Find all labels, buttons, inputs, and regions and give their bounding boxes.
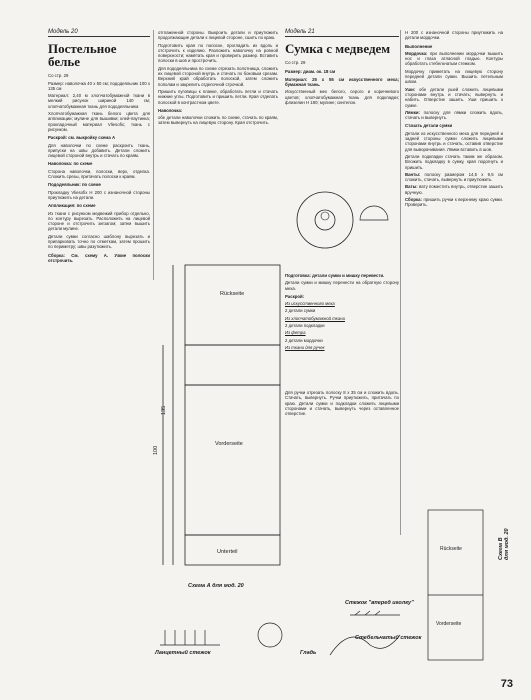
model21-title: Сумка с медведем	[285, 41, 391, 57]
stitch-caption-stem: Стебельчатый стежок	[355, 635, 422, 641]
model21-text-9: Из фетра	[285, 330, 306, 336]
heading-vanty: Ванты:	[405, 171, 421, 177]
schema-a-diagram	[155, 255, 295, 585]
schema-a-label-unterteil: Unterteil	[217, 549, 238, 555]
heading-straps: Лямки:	[405, 109, 420, 115]
assembly-column: Н 200 с изнаночной стороны приутюжить на детали мордочки. Выполнение Мордочка: при выполнении мордочки вышить нос и глаза атласной гладью. Контуры обработать стебельчатым стежком. Мордочку приметать на лицевую сторону передней детали сумки. Вышить петельным швом. Уши: обе детали ушей сложить лицевыми сторонами внутрь и стачать; вывернуть и набить. Отверстие зашить. Уши пришить к сумке. Лямки: полоску для лямки сложить вдоль, стачать и вывернуть. Стачать детали сумки Детали из искусственного меха для передней и задней стороны сумки сложить лицевыми сторонами внутрь и стачать, оставив отверстие для выворачивания. Лямки вставить в шов. Детали подкладки стачать таким же образом. Вложить подкладку в сумку, края подогнуть и пришить. Ванты: полоску размером 14,5 х 9,5 см сложить, стачать, вывернуть и приутюжить. Ваты: вату поместить внутрь, отверстие зашить вручную. Сборка: пришить ручки к верхнему краю сумки. Проверить.	[405, 30, 503, 208]
bear-bag-illustration	[290, 180, 400, 260]
model20-label: Модель 20	[48, 30, 150, 37]
model20-text-2: Материал: 2,40 м хлопчатобумажной ткани в мелкий рисунок шириной 140 см; хлопчатобумажная ткань для пододеяльника	[48, 93, 150, 109]
heading-execution: Выполнение	[405, 43, 433, 49]
model21-cut-list: Подготовка: детали сумки и мишку перевести. Детали сумки и мишку перенести на обратную сторону меха. Раскрой: Из искусственного меха 2 детали сумки Из хлопчатобумажной ткани 2 детали подкладки Из фетра 2 детали мордочки Из ткани для ручек	[285, 273, 399, 350]
model21-text-11: Из ткани для ручек	[285, 344, 325, 350]
schema-b-caption: Схема В для мод. 20	[498, 528, 510, 560]
schema-a-label-rueckseite: Rückseite	[220, 291, 245, 297]
model21-text-8: 2 детали подкладки	[285, 323, 325, 329]
model20-text-4: Наволочка: по схеме	[48, 161, 93, 167]
heading-vaty: Ваты:	[405, 184, 418, 190]
heading-muzzle: Мордочка:	[405, 50, 428, 56]
model21-text-10: 2 детали мордочки	[285, 337, 323, 343]
schema-a-caption: Схема А для мод. 20	[188, 583, 244, 589]
model20-continued-column: отглаженной стороны. Выкроить детали и приутюжить продолжающие детали к лицевой стороне, сшить по краю. Подготовить края по полоске, прогладить их вдоль и отстрочить к изделию. Разложить наволочку на ровной поверхности; намётать края и проверить размер. Вставить полоски в шов и прострочить. Для пододеяльника по схеме отрезать полотнища, сложить их лицевой стороной внутрь и стачать по боковым срезам. Верхний край обработать полоской, затем сложить пополам и закрепить отделочной строчкой. Пришить пуговицы к планке, обработать петли и стачать нижние углы. Подготовить и пришить петли. Края отделать полоской в контрастном цвете. Наволочка: обе детали наволочки сложить по схеме, стачать по краям, затем вывернуть на лицевую сторону. Края отстрочить.	[158, 30, 278, 126]
schema-b-label-vorderseite: Vorderseite	[436, 621, 462, 627]
schema-b-diagram	[418, 500, 498, 670]
schema-a-dim-135: 135	[161, 405, 167, 415]
stitch-caption-glad: Гладь	[300, 650, 317, 656]
schema-a-label-vorderseite: Vorderseite	[215, 441, 243, 447]
model20-text-3: Раскрой: см. выкройку схема А	[48, 135, 116, 141]
model21-column: Модель 21 Сумка с медведем Со стр. 29 Размер: диам. ок. 18 см Материал: 25 х 55 см искусственного меха; бумажная ткань. Искусственный мех белого, серого и коричневого цветов; хлопчатобумажная ткань для подкладки; флизелин Н 180; мулине; синтепон.	[285, 29, 399, 106]
column-divider-2	[400, 30, 401, 535]
model20-text-1: Размер: наволочка 40 х 50 см; пододеяльник 100 х 135 см	[48, 80, 150, 91]
model21-text-3: Подготовка: детали сумки и мишку перевести.	[285, 273, 385, 278]
model21-text-0: Со стр. 29	[285, 60, 306, 66]
model20-column: Модель 20 Постельное белье Со стр. 29 Размер: наволочка 40 х 50 см; пододеяльник 100 х 135 см Материал: 2,40 м хлопчатобумажной ткани в мелкий рисунок шириной 140 см; хлопчатобумажная ткань для пододеяльника Хлопчатобумажная ткань белого цвета для аппликации; мулине для вышивки; клей-паутинка; прокладочный материал Vliesofix; ткань с рисунком. Раскрой: см. выкройку схема А Для наволочки по схеме раскроить ткань, припуски на швы добавить. Детали сложить лицевой стороной внутрь и стачать по краям. Наволочка: по схеме Сторона наволочки, полоски, верх, отделка. Сложить срезы, притачать полоски к краям. Пододеяльник: по схеме Прокладку Vliesofix Н 200 с изнаночной стороны приутюжить на детали. Аппликация: по схеме Из ткани с рисунком медвежий прибор отдельно, по контуру вырезать. Расположить на лицевой стороне и отстрочить зигзагом; затем вышить детали мулине. Детали сумки согласно шаблону вырезать и припарковать точно по отметкам, затем прошить по периметру; швы разутюжить. Сборка: См. схему А. Узкие полоски отстрочить.	[48, 29, 150, 263]
heading-ears: Уши:	[405, 86, 416, 92]
stitch-caption-lancet: Ланцетный стежок	[155, 650, 211, 656]
model21-label: Модель 21	[285, 30, 399, 37]
model20-text-0: Со стр. 29	[48, 73, 69, 79]
model21-cut-list-more: Для ручки отрезать полоску 8 х 35 см и сложить вдоль. Стачать, вывернуть. Ручки приутюжить, притачать по краю. Детали сумки и подкладки сложить лицевыми сторонами и стачать, вывернуть через оставленное отверстие.	[285, 390, 399, 417]
model21-text-2: Материал: 25 х 55 см искусственного меха; бумажная ткань.	[285, 76, 399, 88]
model20-text-7: Сборка: См. схему А. Узкие полоски отстрочить.	[48, 252, 150, 263]
schema-b-label-rueckseite: Rückseite	[440, 546, 462, 552]
heading-assembly: Сборка:	[405, 197, 422, 203]
model21-text-6: 2 детали сумки	[285, 308, 316, 314]
stitch-caption-running: Стежок "вперед иголку"	[345, 600, 414, 606]
model20-text-5: Пододеяльник: по схеме	[48, 182, 101, 188]
model21-text-5: Из искусственного меха	[285, 301, 335, 307]
model21-text-1: Размер: диам. ок. 18 см	[285, 68, 336, 74]
model21-text-4: Раскрой:	[285, 293, 305, 299]
heading-sew-bag: Стачать детали сумки	[405, 123, 453, 129]
schema-a-dim-100: 100	[153, 445, 159, 455]
model20-title: Постельное белье	[48, 41, 117, 70]
model21-text-7: Из хлопчатобумажной ткани	[285, 315, 345, 321]
page-number: 73	[500, 678, 513, 690]
model20-text-6: Аппликация: по схеме	[48, 203, 96, 209]
column-divider	[153, 30, 154, 280]
